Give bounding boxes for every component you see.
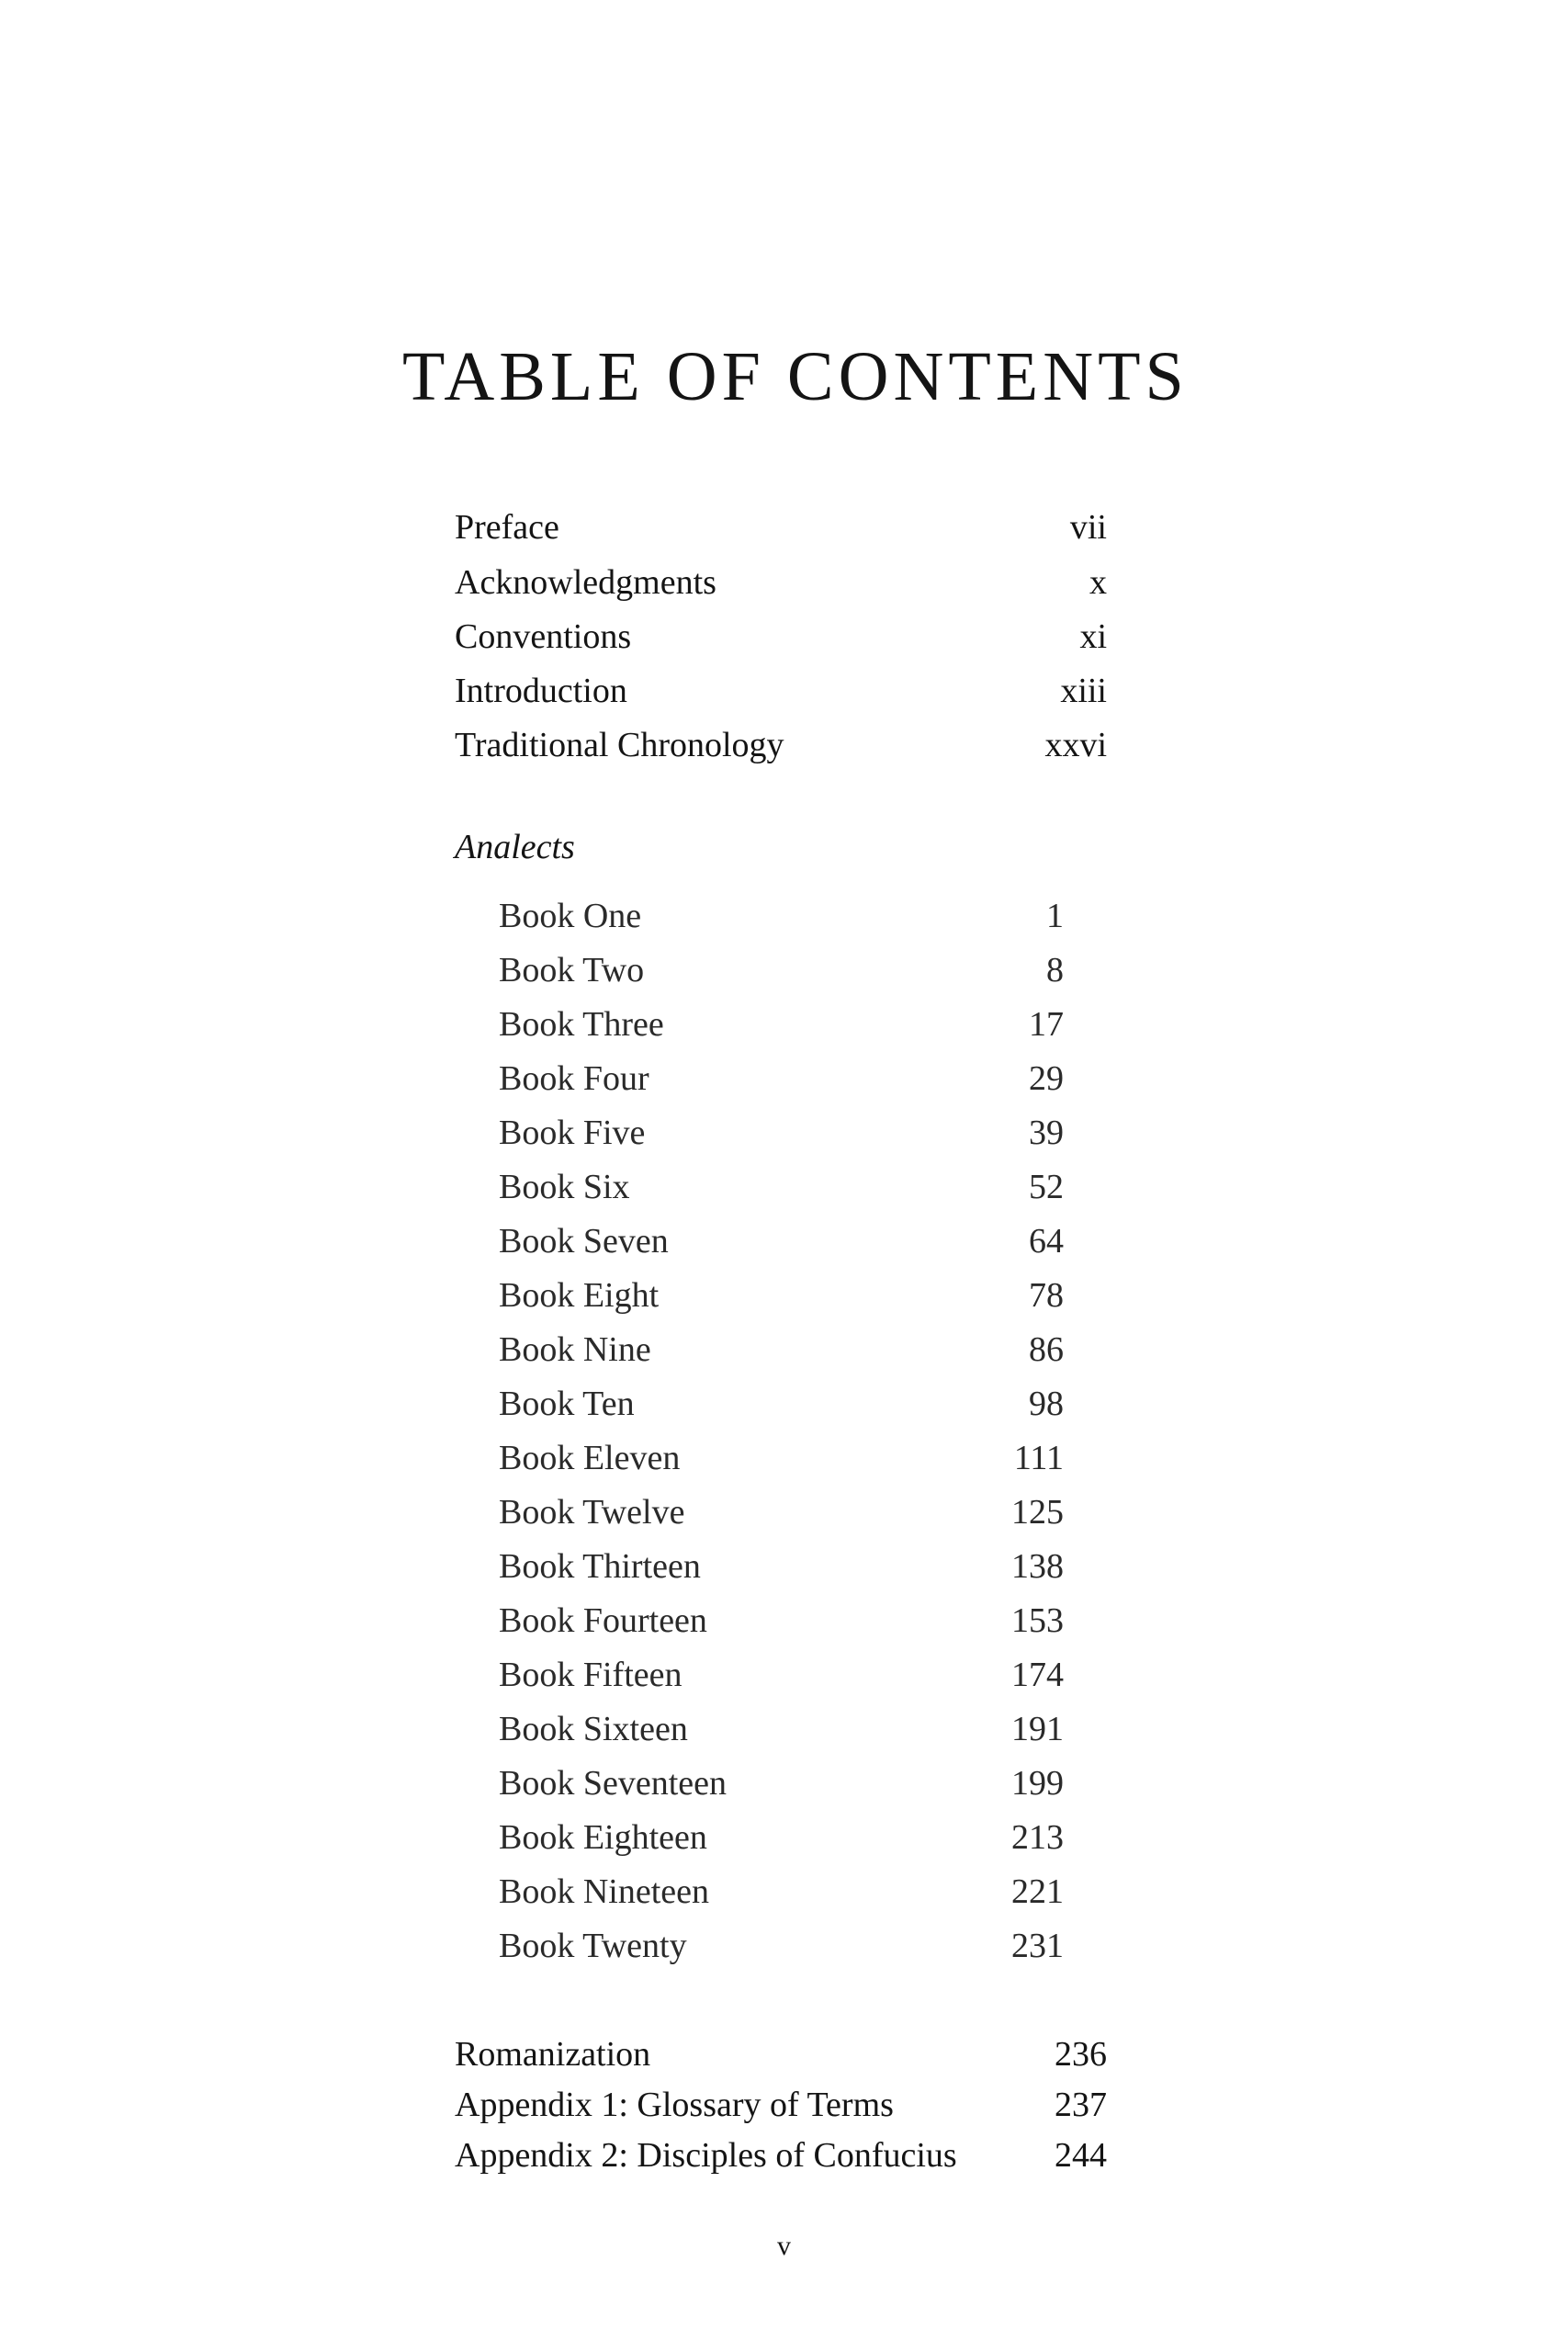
toc-entry-page: 98 [1029,1385,1064,1423]
toc-entry-page: 17 [1029,1005,1064,1044]
toc-entry-page: 125 [1011,1493,1064,1532]
toc-entry-acknowledgments[interactable] [455,562,1107,606]
toc-entry-page: 191 [1011,1710,1064,1748]
toc-entry-page: vii [1069,508,1107,547]
toc-entry-page: 231 [1011,1927,1064,1965]
toc-entry-label: Book Eight [499,1276,660,1315]
toc-entry-page: x [1089,563,1107,602]
toc-entry-book[interactable] [499,1763,1064,1807]
toc-entry-page: xi [1079,617,1107,656]
toc-entry-label: Book Two [499,951,645,989]
toc-entry-label: Book Seven [499,1222,669,1261]
toc-entry-page: 86 [1029,1330,1064,1369]
toc-entry-label: Appendix 2: Disciples of Confucius [455,2136,957,2175]
toc-entry-label: Book Twelve [499,1493,685,1532]
toc-entry-label: Book One [499,897,642,935]
toc-entry-label: Book Five [499,1114,646,1152]
toc-entry-book[interactable] [499,1546,1064,1590]
toc-entry-label: Traditional Chronology [455,726,784,764]
toc-entry-appendix-1[interactable] [455,2085,1107,2129]
toc-entry-book[interactable] [499,1926,1064,1970]
toc-entry-page: xxvi [1044,726,1107,764]
toc-entry-label: Book Twenty [499,1927,687,1965]
toc-entry-page: 138 [1011,1547,1064,1586]
toc-entry-label: Book Four [499,1059,649,1098]
toc-entry-book[interactable] [499,1221,1064,1265]
toc-entry-label: Book Seventeen [499,1764,728,1803]
toc-entry-page: 236 [1055,2035,1107,2074]
toc-entry-page: 78 [1029,1276,1064,1315]
toc-entry-page: 8 [1046,951,1064,989]
toc-entry-page: 29 [1029,1059,1064,1098]
toc-entry-book[interactable] [499,1492,1064,1536]
toc-entry-label: Acknowledgments [455,563,716,602]
toc-entry-page: 111 [1013,1439,1064,1477]
toc-entry-book[interactable] [499,1871,1064,1916]
toc-entry-label: Book Fifteen [499,1656,682,1694]
toc-entry-book[interactable] [499,1329,1064,1374]
toc-entry-preface[interactable] [455,507,1107,551]
toc-entry-book[interactable] [499,1600,1064,1645]
toc-entry-label: Book Ten [499,1385,635,1423]
toc-entry-page: xiii [1060,672,1107,710]
toc-entry-label: Introduction [455,672,627,710]
toc-entry-label: Book Sixteen [499,1710,688,1748]
toc-entry-book[interactable] [499,1004,1064,1048]
toc-entry-label: Conventions [455,617,632,656]
toc-entry-book[interactable] [499,1817,1064,1861]
toc-entry-label: Book Eleven [499,1439,681,1477]
toc-entry-page: 153 [1011,1601,1064,1640]
toc-entry-label: Book Eighteen [499,1818,707,1857]
toc-entry-book[interactable] [499,1058,1064,1102]
toc-entry-page: 213 [1011,1818,1064,1857]
toc-entry-book[interactable] [499,1438,1064,1482]
toc-entry-page: 174 [1011,1656,1064,1694]
toc-entry-label: Appendix 1: Glossary of Terms [455,2086,894,2124]
toc-entry-label: Preface [455,508,559,547]
toc-entry-page: 199 [1011,1764,1064,1803]
toc-entry-page: 221 [1011,1872,1064,1911]
toc-entry-label: Book Fourteen [499,1601,707,1640]
page-number: v [777,2231,791,2261]
toc-entry-page: 237 [1055,2086,1107,2124]
toc-entry-book[interactable] [499,896,1064,940]
toc-entry-page: 1 [1046,897,1064,935]
toc-entry-label: Book Thirteen [499,1547,701,1586]
toc-entry-book[interactable] [499,1655,1064,1699]
toc-entry-introduction[interactable] [455,671,1107,715]
toc-entry-book[interactable] [499,1275,1064,1319]
toc-entry-appendix-2[interactable] [455,2135,1107,2179]
toc-entry-traditional-chronology[interactable] [455,725,1107,769]
toc-entry-conventions[interactable] [455,616,1107,661]
toc-entry-page: 64 [1029,1222,1064,1261]
toc-entry-romanization[interactable] [455,2034,1107,2078]
toc-entry-label: Book Six [499,1168,630,1206]
toc-entry-book[interactable] [499,950,1064,994]
page-title: TABLE OF CONTENTS [402,338,1189,415]
toc-entry-book[interactable] [499,1709,1064,1753]
toc-entry-page: 244 [1055,2136,1107,2175]
toc-entry-label: Book Nineteen [499,1872,710,1911]
toc-entry-book[interactable] [499,1167,1064,1211]
toc-entry-label: Book Nine [499,1330,651,1369]
toc-entry-label: Book Three [499,1005,664,1044]
toc-entry-label: Romanization [455,2035,651,2074]
toc-entry-book[interactable] [499,1384,1064,1428]
analects-heading: Analects [455,828,575,866]
toc-entry-page: 52 [1029,1168,1064,1206]
toc-entry-page: 39 [1029,1114,1064,1152]
toc-entry-book[interactable] [499,1113,1064,1157]
